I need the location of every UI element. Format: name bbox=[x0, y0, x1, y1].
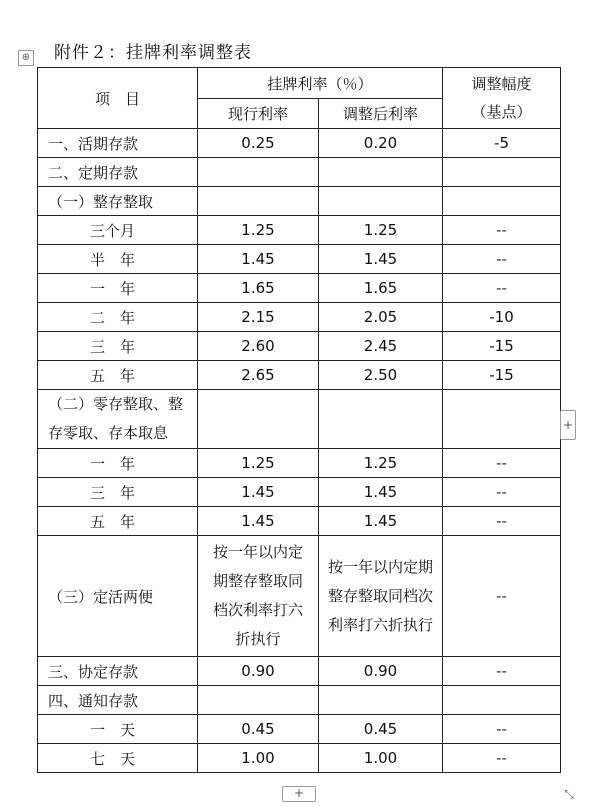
adjusted-rate-cell: 2.45 bbox=[319, 332, 443, 361]
empty-cell bbox=[443, 686, 561, 715]
change-cell: -- bbox=[443, 657, 561, 686]
add-row-button[interactable]: + bbox=[282, 786, 316, 802]
header-adjust-range-line2: （基点） bbox=[471, 103, 532, 121]
empty-cell bbox=[443, 158, 561, 187]
table-row bbox=[38, 507, 561, 536]
empty-cell bbox=[319, 158, 443, 187]
table-row bbox=[38, 187, 561, 216]
current-rate-cell: 0.25 bbox=[198, 129, 319, 158]
empty-cell bbox=[198, 390, 319, 449]
table-row bbox=[38, 361, 561, 390]
row-label: 七 天 bbox=[38, 744, 198, 773]
table-row bbox=[38, 332, 561, 361]
current-rate-cell: 1.45 bbox=[198, 478, 319, 507]
page-title: 附件２：挂牌利率调整表 bbox=[54, 43, 252, 63]
change-cell: -- bbox=[443, 536, 561, 657]
empty-cell bbox=[443, 187, 561, 216]
current-rate-cell: 1.25 bbox=[198, 216, 319, 245]
resize-handle-icon[interactable]: ⤡ bbox=[564, 787, 574, 801]
rate-table bbox=[37, 67, 561, 773]
adjusted-rate-cell: 2.05 bbox=[319, 303, 443, 332]
adjusted-rate-cell: 1.25 bbox=[319, 216, 443, 245]
header-rate-group: 挂牌利率（％） bbox=[198, 68, 443, 99]
table-row bbox=[38, 536, 561, 657]
row-label: 一 年 bbox=[38, 449, 198, 478]
row-label: 三 年 bbox=[38, 332, 198, 361]
adjusted-rate-cell: 0.45 bbox=[319, 715, 443, 744]
change-cell: -- bbox=[443, 245, 561, 274]
table-row bbox=[38, 274, 561, 303]
adjusted-rate-cell: 2.50 bbox=[319, 361, 443, 390]
current-rate-cell: 0.90 bbox=[198, 657, 319, 686]
table-row bbox=[38, 245, 561, 274]
table-row bbox=[38, 216, 561, 245]
current-rate-cell: 1.00 bbox=[198, 744, 319, 773]
change-cell: -- bbox=[443, 216, 561, 245]
row-label: （一）整存整取 bbox=[38, 187, 198, 216]
row-label bbox=[38, 390, 198, 449]
current-rate-cell: 2.65 bbox=[198, 361, 319, 390]
row-label: 五 年 bbox=[38, 361, 198, 390]
adjusted-rate-cell: 1.45 bbox=[319, 478, 443, 507]
row-label: （三）定活两便 bbox=[38, 536, 198, 657]
adjusted-rate-cell: 0.20 bbox=[319, 129, 443, 158]
header-adjust-range-line1: 调整幅度 bbox=[471, 75, 532, 93]
empty-cell bbox=[319, 187, 443, 216]
current-rate-cell: 1.45 bbox=[198, 245, 319, 274]
adjusted-rate-cell: 1.45 bbox=[319, 507, 443, 536]
row-label-line1: （二）零存整取、整 bbox=[48, 395, 184, 413]
table-row bbox=[38, 657, 561, 686]
empty-cell bbox=[319, 686, 443, 715]
empty-cell bbox=[198, 187, 319, 216]
header-item: 项 目 bbox=[38, 68, 198, 129]
row-label: 一 年 bbox=[38, 274, 198, 303]
change-cell: -- bbox=[443, 478, 561, 507]
table-row bbox=[38, 744, 561, 773]
add-column-button[interactable]: + bbox=[560, 410, 576, 440]
empty-cell bbox=[443, 390, 561, 449]
current-rate-cell: 0.45 bbox=[198, 715, 319, 744]
change-cell: -15 bbox=[443, 332, 561, 361]
change-cell: -- bbox=[443, 449, 561, 478]
empty-cell bbox=[198, 686, 319, 715]
current-rate-cell: 1.25 bbox=[198, 449, 319, 478]
row-label: 三、协定存款 bbox=[38, 657, 198, 686]
row-label: 一、活期存款 bbox=[38, 129, 198, 158]
table-row bbox=[38, 390, 561, 449]
current-rate-cell: 2.60 bbox=[198, 332, 319, 361]
current-rate-cell: 1.65 bbox=[198, 274, 319, 303]
table-row bbox=[38, 449, 561, 478]
current-rate-cell: 2.15 bbox=[198, 303, 319, 332]
row-label: 四、通知存款 bbox=[38, 686, 198, 715]
row-label: 半 年 bbox=[38, 245, 198, 274]
table-row bbox=[38, 129, 561, 158]
change-cell: -10 bbox=[443, 303, 561, 332]
adjusted-rate-cell: 1.25 bbox=[319, 449, 443, 478]
row-label: 三 年 bbox=[38, 478, 198, 507]
row-label: 三个月 bbox=[38, 216, 198, 245]
adjusted-rate-cell: 1.65 bbox=[319, 274, 443, 303]
row-label: 一 天 bbox=[38, 715, 198, 744]
header-adjusted-rate: 调整后利率 bbox=[319, 99, 443, 129]
current-rate-cell: 按一年以内定期整存整取同档次利率打六折执行 bbox=[198, 536, 319, 657]
adjusted-rate-cell: 1.00 bbox=[319, 744, 443, 773]
row-label: 五 年 bbox=[38, 507, 198, 536]
change-cell: -15 bbox=[443, 361, 561, 390]
table-row bbox=[38, 686, 561, 715]
table-move-handle[interactable]: ⊕ bbox=[18, 50, 34, 66]
change-cell: -- bbox=[443, 744, 561, 773]
table-row bbox=[38, 303, 561, 332]
adjusted-rate-cell: 1.45 bbox=[319, 245, 443, 274]
header-adjust-range bbox=[443, 68, 561, 129]
table-row bbox=[38, 158, 561, 187]
table-row bbox=[38, 715, 561, 744]
row-label: 二 年 bbox=[38, 303, 198, 332]
table-row bbox=[38, 478, 561, 507]
row-label-line2: 存零取、存本取息 bbox=[48, 424, 169, 442]
change-cell: -- bbox=[443, 507, 561, 536]
change-cell: -- bbox=[443, 274, 561, 303]
empty-cell bbox=[319, 390, 443, 449]
header-current-rate: 现行利率 bbox=[198, 99, 319, 129]
row-label: 二、定期存款 bbox=[38, 158, 198, 187]
adjusted-rate-cell: 0.90 bbox=[319, 657, 443, 686]
empty-cell bbox=[198, 158, 319, 187]
adjusted-rate-cell: 按一年以内定期整存整取同档次利率打六折执行 bbox=[319, 536, 443, 657]
change-cell: -- bbox=[443, 715, 561, 744]
current-rate-cell: 1.45 bbox=[198, 507, 319, 536]
change-cell: -5 bbox=[443, 129, 561, 158]
